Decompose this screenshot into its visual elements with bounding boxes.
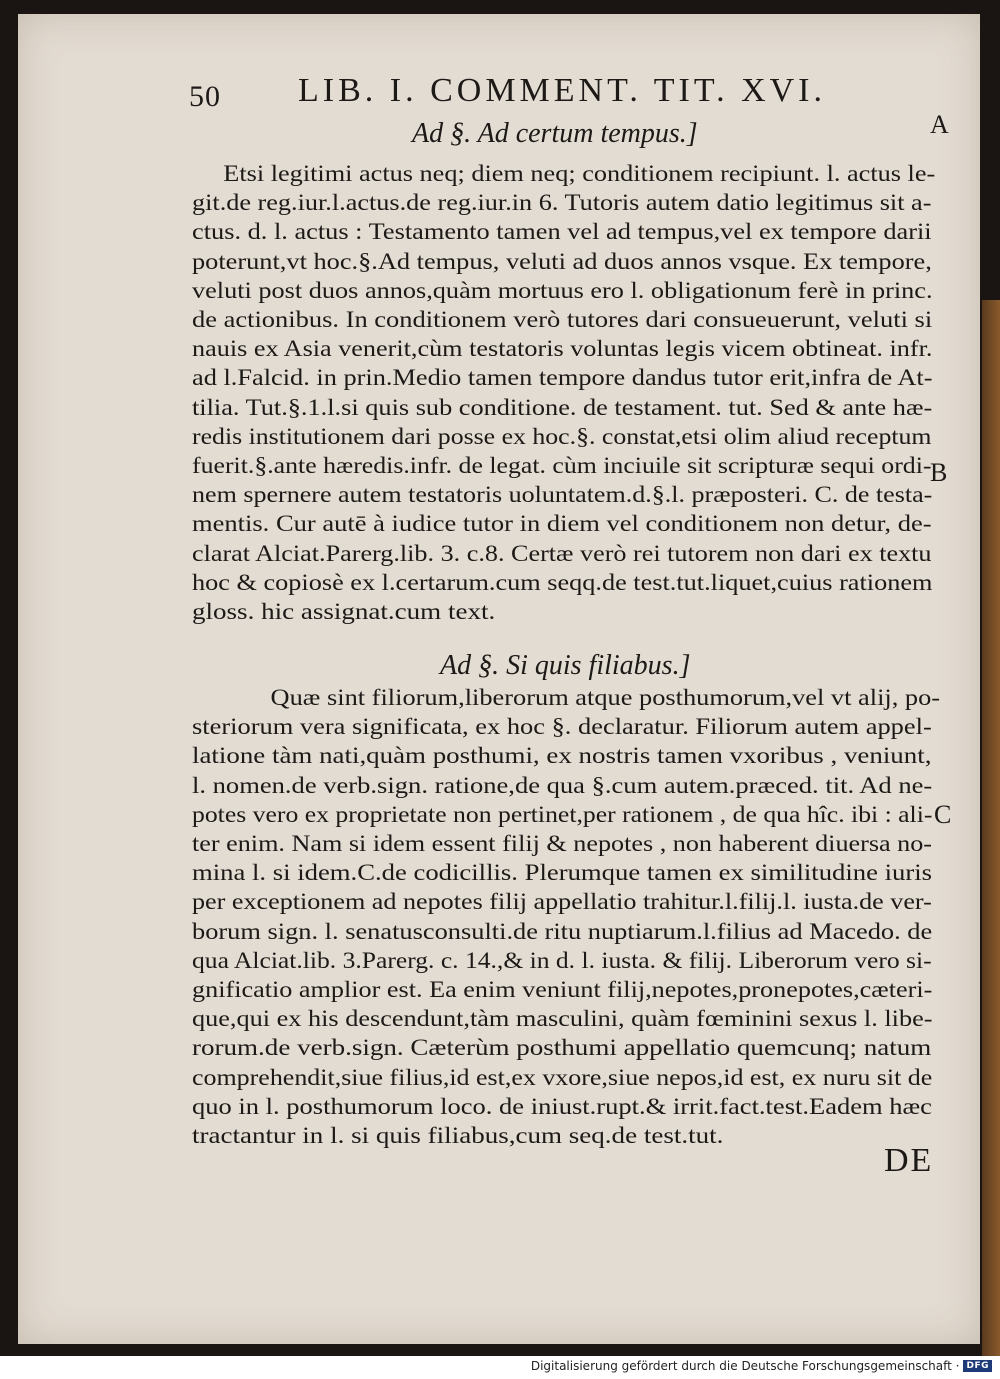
section-body-ad-certum-tempus bbox=[192, 160, 936, 627]
text-line: nem spernere autem testatoris uoluntatem.d.§.l. præposteri. C. de testa- bbox=[192, 482, 933, 509]
margin-letter-c: C bbox=[934, 800, 952, 829]
footer-text: Digitalisierung gefördert durch die Deutsche Forschungsgemeinschaft · bbox=[530, 1359, 960, 1373]
text-line: potes vero ex proprietate non pertinet,per rationem , de qua hîc. ibi : ali- bbox=[192, 801, 933, 828]
margin-letter-b: B bbox=[930, 458, 948, 487]
text-line: ter enim. Nam si idem essent filij & nepotes , non haberent diuersa no- bbox=[192, 831, 933, 858]
text-line: per exceptionem ad nepotes filij appellatio trahitur.l.filij.l. iusta.de ver- bbox=[192, 889, 932, 916]
text-line: Quæ sint filiorum,liberorum atque posthumorum,vel vt alij, po- bbox=[270, 685, 941, 711]
page-number: 50 bbox=[189, 80, 221, 113]
text-line: gnificatio amplior est. Ea enim veniunt filij,nepotes,pronepotes,cæteri- bbox=[192, 977, 933, 1004]
text-line: Etsi legitimi actus neq; diem neq; conditionem recipiunt. l. actus le- bbox=[223, 161, 936, 187]
section-heading-ad-certum-tempus: Ad §. Ad certum tempus.] bbox=[412, 118, 698, 149]
text-line: redis institutionem dari posse ex hoc.§. constat,etsi olim aliud receptum bbox=[192, 423, 932, 450]
text-line: borum sign. l. senatusconsulti.de ritu nuptiarum.l.filius ad Macedo. de bbox=[192, 918, 933, 945]
text-line: ad l.Falcid. in prin.Medio tamen tempore dandus tutor erit,infra de At- bbox=[192, 365, 933, 392]
text-line: veluti post duos annos,quàm mortuus ero l. obligationum ferè in princ. bbox=[192, 277, 933, 304]
text-line: gloss. hic assignat.cum text. bbox=[192, 599, 496, 626]
text-line: hoc & copiosè ex l.certarum.cum seqq.de test.tut.liquet,cuius rationem bbox=[192, 569, 933, 596]
text-line: fuerit.§.ante hæredis.infr. de legat. cùm inciuile sit scripturæ sequi ordi- bbox=[192, 453, 932, 480]
footer-credit bbox=[531, 1359, 992, 1373]
text-line: de actionibus. In conditionem verò tutores dari consueuerunt, veluti si bbox=[192, 307, 933, 334]
text-line: git.de reg.iur.l.actus.de reg.iur.in 6. Tutoris autem datio legitimus sit a- bbox=[192, 190, 932, 217]
running-head: LIB. I. COMMENT. TIT. XVI. bbox=[298, 72, 827, 109]
text-line: nauis ex Asia venerit,cùm testatoris voluntas legis vicem obtineat. infr. bbox=[192, 336, 933, 363]
section-body-si-quis-filiabus bbox=[192, 684, 941, 1151]
text-line: ctus. d. l. actus : Testamento tamen vel ad tempus,vel ex tempore darii bbox=[192, 219, 932, 246]
text-line: tilia. Tut.§.1.l.si quis sub conditione. de testament. tut. Sed & ante hæ- bbox=[192, 394, 933, 421]
text-line: tractantur in l. si quis filiabus,cum seq.de test.tut. bbox=[192, 1123, 724, 1150]
text-line: quo in l. posthumorum loco. de iniust.rupt.& irrit.fact.test.Eadem hæc bbox=[192, 1093, 932, 1120]
catchword: DE bbox=[884, 1142, 934, 1179]
dfg-logo-icon: DFG bbox=[963, 1360, 992, 1372]
text-line: poterunt,vt hoc.§.Ad tempus, veluti ad duos annos vsque. Ex tempore, bbox=[192, 248, 932, 275]
text-line: mentis. Cur autē à iudice tutor in diem vel conditionem non detur, de- bbox=[192, 511, 932, 538]
text-line: steriorum vera significata, ex hoc §. declaratur. Filiorum autem appel- bbox=[192, 714, 932, 741]
section-heading-si-quis-filiabus: Ad §. Si quis filiabus.] bbox=[440, 650, 691, 681]
text-line: que,qui ex his descendunt,tàm masculini, quàm fœminini sexus l. libe- bbox=[192, 1006, 933, 1033]
text-line: rorum.de verb.sign. Cæterùm posthumi appellatio quemcunq; natum bbox=[192, 1035, 932, 1062]
text-line: l. nomen.de verb.sign. ratione,de qua §.cum autem.præced. tit. Ad ne- bbox=[192, 772, 933, 799]
text-line: mina l. si idem.C.de codicillis. Plerumque tamen ex similitudine iuris bbox=[192, 860, 933, 887]
text-line: qua Alciat.lib. 3.Parerg. c. 14.,& in d. l. iusta. & filij. Liberorum vero si- bbox=[192, 947, 932, 974]
text-line: clarat Alciat.Parerg.lib. 3. c.8. Certæ verò rei tutorem non dari ex textu bbox=[192, 540, 932, 567]
text-line: comprehendit,siue filius,id est,ex vxore,siue nepos,id est, ex nuru sit de bbox=[192, 1064, 933, 1091]
margin-letter-a: A bbox=[930, 110, 949, 139]
text-line: latione tàm nati,quàm posthumi, ex nostris tamen vxoribus , veniunt, bbox=[192, 743, 932, 770]
